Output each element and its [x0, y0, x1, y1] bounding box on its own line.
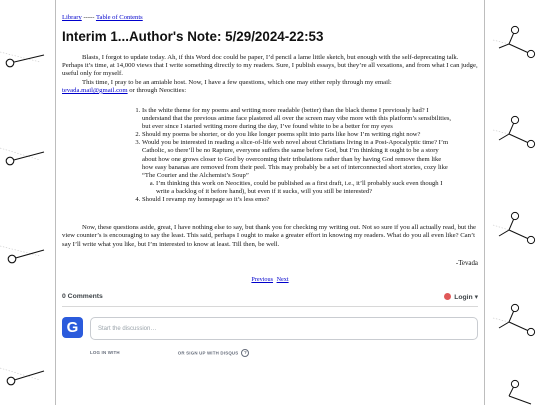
- right-decor-panel: [485, 0, 540, 405]
- comment-composer: [62, 317, 478, 340]
- question-item: [142, 139, 454, 196]
- questions-list: [62, 107, 478, 204]
- signature: -Tevada: [455, 259, 478, 267]
- login-with-label: LOG IN WITH: [90, 350, 120, 356]
- signup-with-disqus: [178, 349, 250, 357]
- question-item: 1. Is the white theme for my poems and writing more readable (better) than the black theme I previously had? I understand that the previous anime face plastered all over the screen may vibe more with this platform’s sensibilities, but ever since I started writing more during the day, I’ve found white to be a better for my eyes: [142, 107, 454, 131]
- network-decoration-left: [0, 0, 55, 405]
- breadcrumb: [62, 14, 478, 22]
- avatar: G: [62, 317, 83, 338]
- notification-dot-icon: [444, 293, 451, 300]
- login-label: Login ▾: [454, 293, 478, 301]
- library-link[interactable]: Library: [62, 14, 82, 21]
- network-decoration-right: [485, 0, 540, 405]
- page-title: Interim 1...Author's Note: 5/29/2024-22:53: [62, 29, 324, 44]
- intro-paragraph: Blasts, I forgot to update today. Ah, if this Word doc could be paper, I’d pencil a lame little sketch, but enough with the self-deprecating talk. Perhaps it’s time, at 14,000 views that I write something directly to my readers. Sure, I publish essays, but they’re all vexations, and from what I can judge, useful only for myself.: [62, 54, 478, 78]
- contact-text: This time, I pray to be an amiable host. Now, I have a few questions, which one may either reply through my email:: [82, 78, 392, 86]
- closing-paragraph: Now, these questions aside, great, I have nothing else to say, but thank you for checking my writing out. Not so sure if you all actually read, but the view counter’s is encouraging to say the least. This said, perhaps I ought to make a greater effort in knowing my readers. What do you all even like? Can’t say I’ll write what you like, but I’m interested to know at least. Till then, be well.: [62, 224, 476, 248]
- previous-link[interactable]: Previous: [251, 275, 274, 283]
- left-decor-panel: [0, 0, 55, 405]
- contact-paragraph: [62, 79, 478, 95]
- breadcrumb-separator: -----: [83, 14, 95, 21]
- help-icon[interactable]: ?: [241, 349, 249, 357]
- question-item: 2. Should my poems be shorter, or do you like longer poems split into parts like how I’m writing right now?: [142, 131, 454, 139]
- table-of-contents-link[interactable]: Table of Contents: [95, 14, 143, 21]
- email-suffix: or through Neocities:: [127, 86, 187, 94]
- signup-label: OR SIGN UP WITH DISQUS: [177, 350, 239, 356]
- login-options: [90, 349, 478, 357]
- next-link[interactable]: Next: [276, 275, 289, 283]
- sub-question-item: a. I’m thinking this work on Neocities, could be published as a first draft, i.e., it’ll probably suck even though I write a backlog of it before hand), but even if it sucks, will you still be interested?: [156, 180, 454, 196]
- comment-input[interactable]: Start the discussion…: [90, 317, 478, 340]
- question-item: 4. Should I revamp my homepage so it’s less emo?: [142, 196, 454, 204]
- comment-count: 0 Comments: [62, 293, 103, 301]
- content-column: [55, 0, 485, 405]
- comments-header: [62, 293, 478, 307]
- login-button[interactable]: [444, 293, 478, 301]
- email-link[interactable]: tevada.mail@gmail.com: [62, 86, 128, 94]
- pagination: [62, 276, 478, 283]
- question-text: Would you be interested in reading a slice-of-life web novel about Christians living in a Post-Apocalyptic time? I’m Catholic, so there’ll be no Rapture, everyone suffers the same before God, but I’m thinking it ought to be a story about how one grows closer to God by overcoming their tribulations rather than by having God remove them like how easy bananas are removed from their peel. This may probably be a set of interconnected short stories, cozy like “The Courier and the Alchemist’s Soup”: [142, 139, 449, 179]
- sub-question-list: [142, 180, 454, 196]
